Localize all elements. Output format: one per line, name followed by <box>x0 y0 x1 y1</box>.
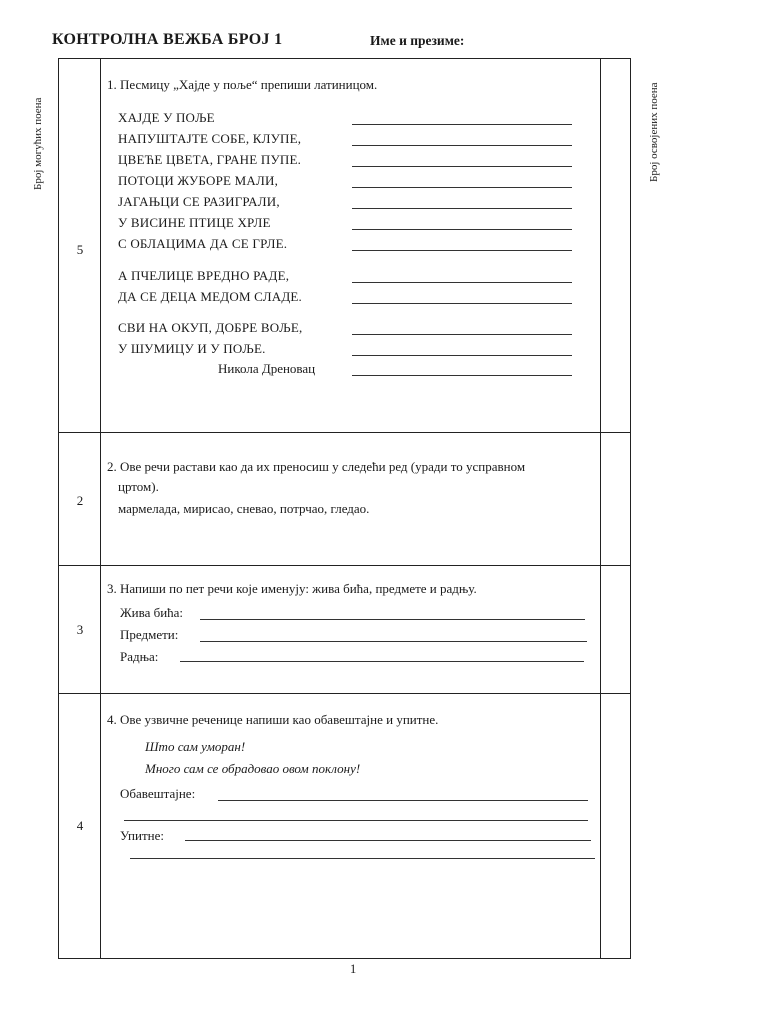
answer-line[interactable] <box>352 250 572 251</box>
objects-answer-line[interactable] <box>200 641 587 642</box>
answer-line[interactable] <box>352 166 572 167</box>
action-answer-line[interactable] <box>180 661 584 662</box>
interrogative-answer-line-2[interactable] <box>130 858 595 859</box>
score-column-divider <box>600 58 601 958</box>
task-2-prompt-cont: цртом). <box>118 479 159 494</box>
objects-label: Предмети: <box>120 627 179 642</box>
row-divider <box>58 565 631 566</box>
poem-line: У ВИСИНЕ ПТИЦЕ ХРЛЕ <box>118 215 271 230</box>
exclamation-sentence: Што сам уморан! <box>145 739 246 754</box>
task-2-words: мармелада, мирисао, сневао, потрчао, гледао. <box>118 501 370 516</box>
interrogative-label: Упитне: <box>120 828 164 843</box>
answer-line[interactable] <box>352 375 572 376</box>
living-beings-label: Жива бића: <box>120 605 184 620</box>
task-1-points: 5 <box>76 242 84 257</box>
worksheet-title: КОНТРОЛНА ВЕЖБА БРОЈ 1 <box>52 31 283 48</box>
answer-line[interactable] <box>352 145 572 146</box>
answer-line[interactable] <box>352 187 572 188</box>
task-2-prompt: 2. Ове речи растави као да их преносиш у следећи ред (уради то усправном <box>107 459 526 474</box>
interrogative-answer-line[interactable] <box>185 840 591 841</box>
answer-line[interactable] <box>352 334 572 335</box>
poem-line: НАПУШТАЈТЕ СОБЕ, КЛУПЕ, <box>118 131 302 146</box>
task-3-prompt: 3. Напиши по пет речи које именују: жива бића, предмете и радњу. <box>107 581 477 596</box>
poem-line: ЈАГАЊЦИ СЕ РАЗИГРАЛИ, <box>118 194 280 209</box>
task-4-points: 4 <box>76 818 84 833</box>
exclamation-sentence: Много сам се обрадовао овом поклону! <box>145 761 361 776</box>
answer-line[interactable] <box>352 124 572 125</box>
row-divider <box>58 432 631 433</box>
poem-line: С ОБЛАЦИМА ДА СЕ ГРЛЕ. <box>118 236 288 251</box>
row-divider <box>58 693 631 694</box>
poem-line: У ШУМИЦУ И У ПОЉЕ. <box>118 341 266 356</box>
poem-line: ПОТОЦИ ЖУБОРЕ МАЛИ, <box>118 173 279 188</box>
living-beings-answer-line[interactable] <box>200 619 585 620</box>
declarative-answer-line-2[interactable] <box>124 820 588 821</box>
answer-line[interactable] <box>352 303 572 304</box>
possible-points-label: Број могућих поена <box>32 97 44 190</box>
task-1-prompt: 1. Песмицу „Хајде у поље“ препиши латиницом. <box>107 77 378 92</box>
poem-author: Никола Дреновац <box>218 361 316 376</box>
task-2-points: 2 <box>76 493 84 508</box>
earned-points-label: Број освојених поена <box>648 82 660 182</box>
answer-line[interactable] <box>352 229 572 230</box>
poem-line: ЦВЕЋЕ ЦВЕТА, ГРАНЕ ПУПЕ. <box>118 152 302 167</box>
declarative-answer-line[interactable] <box>218 800 588 801</box>
poem-line: ХАЈДЕ У ПОЉЕ <box>118 110 215 125</box>
name-label: Име и презиме: <box>370 33 465 48</box>
page-number: 1 <box>350 962 357 976</box>
points-column-divider <box>100 58 101 958</box>
answer-line[interactable] <box>352 282 572 283</box>
task-3-points: 3 <box>76 622 84 637</box>
action-label: Радња: <box>120 649 159 664</box>
poem-line: А ПЧЕЛИЦЕ ВРЕДНО РАДЕ, <box>118 268 290 283</box>
answer-line[interactable] <box>352 208 572 209</box>
task-4-prompt: 4. Ове узвичне реченице напиши као обавештајне и упитне. <box>107 712 439 727</box>
poem-line: ДА СЕ ДЕЦА МЕДОМ СЛАДЕ. <box>118 289 302 304</box>
declarative-label: Обавештајне: <box>120 786 196 801</box>
answer-line[interactable] <box>352 355 572 356</box>
poem-line: СВИ НА ОКУП, ДОБРЕ ВОЉЕ, <box>118 320 303 335</box>
